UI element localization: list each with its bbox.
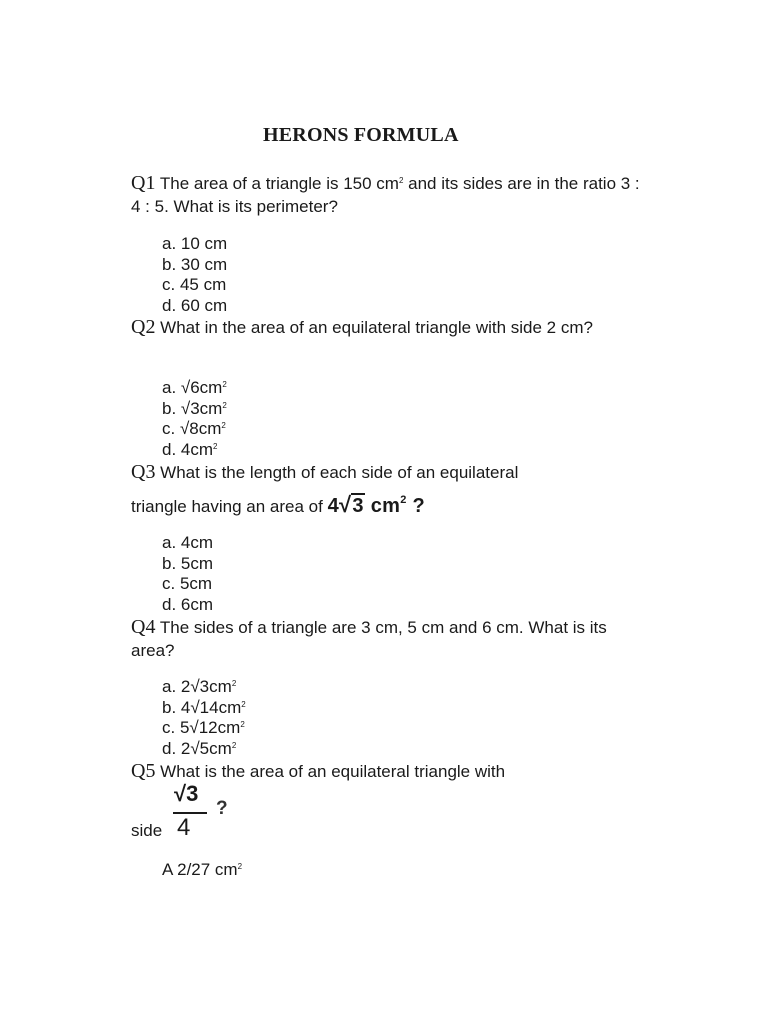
side-fraction-image: [171, 781, 211, 843]
option-c: c. $5√12cm^2$: [162, 718, 245, 737]
question-text: triangle having an area of: [131, 497, 328, 516]
option-b: b. 30 cm: [162, 254, 228, 274]
question-text: What is the length of each side of an equilateral: [155, 463, 519, 482]
side-label: side: [131, 821, 163, 840]
question-text: What in the area of an equilateral triangle with side 2 cm?: [155, 318, 593, 337]
question-2: [131, 316, 651, 339]
option-a: a. $√6cm^2$: [162, 378, 227, 397]
option-c: c. 5cm: [162, 574, 213, 593]
option-a: a. 10 cm: [162, 234, 228, 253]
question-3: [131, 461, 651, 484]
question-number: Q4: [131, 616, 156, 638]
question-1: [131, 172, 651, 218]
option-a: a. 4cm: [162, 533, 214, 552]
question-number: Q2: [131, 316, 156, 338]
question-number: Q1: [131, 172, 156, 194]
option-a: a. $2√3cm^2$: [162, 677, 237, 696]
question-number: Q3: [131, 461, 156, 483]
options-q3: [162, 533, 213, 615]
option-d: d. $4cm^2$: [162, 439, 218, 459]
options-q1: [162, 234, 227, 316]
question-text: and its sides are in the ratio 3 : 4 : 5. What is its perimeter?: [131, 174, 640, 216]
option-a: A 2/27 $cm^2$: [162, 860, 243, 879]
question-number: Q5: [131, 760, 156, 782]
fraction-denominator: 4: [177, 814, 191, 841]
option-c: c. 45 cm: [162, 275, 227, 294]
option-b: b. $√3cm^2$: [162, 398, 227, 418]
option-d: d. $2√5cm^2$: [162, 738, 237, 758]
question-mark: ?: [216, 798, 228, 819]
superscript: 2: [398, 176, 404, 185]
options-q4: [162, 677, 246, 759]
option-d: d. 6cm: [162, 594, 214, 614]
area-expression-image: 4√3 $cm^2$ ?: [327, 492, 426, 517]
question-4: [131, 616, 651, 662]
options-q5: [162, 860, 242, 881]
options-q2: [162, 378, 227, 460]
option-d: d. 60 cm: [162, 295, 228, 315]
question-text: The sides of a triangle are 3 cm, 5 cm and 6 cm. What is its area?: [131, 618, 607, 660]
question-3-line-2: [131, 490, 651, 522]
fraction-numerator: √3: [174, 781, 199, 806]
page-title: HERONS FORMULA: [263, 124, 459, 146]
option-b: b. $4√14cm^2$: [162, 697, 246, 717]
option-b: b. 5cm: [162, 553, 214, 573]
question-text: The area of a triangle is 150 cm: [155, 174, 399, 193]
question-text: What is the area of an equilateral triangle with: [155, 762, 506, 781]
option-c: c. $√8cm^2$: [162, 419, 226, 438]
question-5: [131, 760, 651, 783]
